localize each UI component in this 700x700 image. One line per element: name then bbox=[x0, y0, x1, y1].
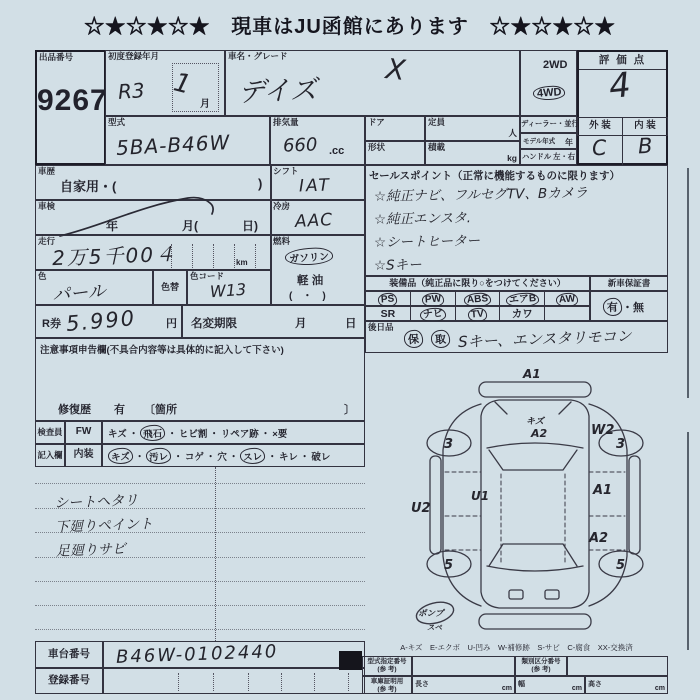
regno-value-cell bbox=[103, 668, 365, 694]
model-code-label: 型式 bbox=[108, 117, 126, 127]
notice-label: 注意事項申告欄(不具合内容等は具体的に記入して下さい) bbox=[40, 345, 284, 356]
diagram-hood-mark: A2 bbox=[531, 427, 548, 440]
load-label: 積載 bbox=[428, 142, 446, 152]
chassis-value-cell bbox=[103, 641, 365, 668]
regno-cell-divider bbox=[178, 673, 179, 691]
color-code-box bbox=[187, 270, 272, 305]
separator: ・ bbox=[228, 451, 239, 463]
load-box bbox=[425, 141, 520, 165]
inspection-label: 車検 bbox=[38, 201, 56, 211]
regno-label-cell bbox=[35, 668, 103, 694]
memo-ruled-line bbox=[35, 629, 365, 630]
color-change-box bbox=[153, 270, 187, 305]
regno-cell-divider bbox=[314, 673, 315, 691]
drive-4wd-circled bbox=[533, 83, 565, 101]
mileage-unit: km bbox=[236, 258, 248, 267]
rear-bumper-shape bbox=[479, 614, 591, 629]
mileage-box bbox=[35, 235, 272, 270]
fuel-paren: ( ・ ) bbox=[289, 291, 326, 302]
inspector-col-label-2 bbox=[35, 444, 65, 467]
height-cell bbox=[585, 676, 668, 694]
chassis-label: 車台番号 bbox=[48, 648, 90, 660]
chassis-value: B46W-0102440 bbox=[115, 641, 279, 668]
fw-head-cell bbox=[65, 421, 102, 444]
equip-row-2 bbox=[365, 306, 590, 321]
fuel-box bbox=[270, 235, 365, 305]
drive-type-box bbox=[520, 50, 577, 116]
hood-line bbox=[487, 443, 583, 448]
left-door-seams bbox=[445, 472, 481, 550]
diagram-w2-mark: W2 bbox=[591, 423, 615, 438]
first-registration-era: R3 bbox=[117, 78, 146, 104]
equip-item bbox=[411, 292, 456, 305]
evaluation-score: 4 bbox=[606, 64, 633, 108]
length-cell bbox=[412, 676, 515, 694]
warranty-no: 無 bbox=[633, 302, 644, 314]
inspector-item: 飛石 bbox=[140, 424, 166, 441]
handle-label: ハンドル 左・右 bbox=[521, 152, 576, 161]
equip-item-label: PW bbox=[421, 292, 444, 308]
inspector-item: コゲ bbox=[184, 451, 204, 463]
separator: ・ bbox=[299, 451, 310, 463]
memo-divider bbox=[215, 467, 216, 641]
damage-legend: A-キズ E-エクボ U-凹み W-補修跡 S-サビ C-腐食 XX-交換済 bbox=[400, 643, 633, 652]
fuel-gasoline: ガソリン bbox=[284, 246, 333, 266]
model-year-label: モデル年式 bbox=[523, 138, 556, 145]
rename-deadline-label: 名変期限 bbox=[191, 318, 237, 330]
regno-cell-divider bbox=[248, 673, 249, 691]
car-name-value: デイズ bbox=[237, 74, 318, 109]
left-side-panel bbox=[443, 404, 481, 606]
length-unit: cm bbox=[501, 685, 512, 692]
displacement-label: 排気量 bbox=[273, 117, 299, 127]
repair-history-value: 有 bbox=[114, 404, 125, 416]
height-unit: cm bbox=[654, 685, 665, 692]
diagram-wheel-rr-value: 5 bbox=[616, 558, 626, 573]
door-label: ドア bbox=[368, 117, 385, 127]
sales-point-line: ☆純正ナビ、フルセグTV、Bカメラ bbox=[373, 185, 588, 205]
lot-number-label: 出品番号 bbox=[39, 52, 74, 62]
shape-box bbox=[365, 141, 425, 165]
equip-item-label: ABS bbox=[463, 292, 491, 308]
dealer-label: ディーラー・並行 bbox=[521, 119, 579, 128]
regno-cell-divider bbox=[213, 673, 214, 691]
diagram-right-rear-mark: A2 bbox=[589, 531, 609, 546]
hatch-detail-right bbox=[545, 590, 559, 599]
car-name-label: 車名・グレード bbox=[228, 51, 288, 61]
later-items-box bbox=[365, 321, 668, 353]
color-label: 色 bbox=[38, 271, 47, 281]
chassis-label-cell bbox=[35, 641, 103, 668]
equip-item-label: カワ bbox=[511, 308, 533, 320]
sales-lines bbox=[374, 184, 588, 276]
capacity-unit: 人 bbox=[508, 128, 517, 138]
first-registration-month: 1 bbox=[170, 67, 194, 101]
sales-points-box bbox=[365, 165, 668, 276]
interior-grade-label: 内 装 bbox=[634, 120, 656, 131]
repair-location-close: 〕 bbox=[344, 404, 355, 416]
front-bumper-shape bbox=[479, 382, 591, 397]
inspector-item: 破レ bbox=[311, 451, 331, 463]
later-circled-item: 保 bbox=[403, 329, 423, 348]
garage-cert-label: 車庫証明用 bbox=[370, 678, 404, 685]
memo-line: 足廻りサビ bbox=[55, 541, 127, 560]
color-change-label: 色替 bbox=[160, 282, 179, 292]
sales-point-line: ☆シートヒーター bbox=[373, 233, 481, 251]
shift-value: IAT bbox=[298, 175, 332, 197]
diagram-left-edge-mark: U2 bbox=[411, 501, 431, 516]
diagram-wheel-fl-value: 3 bbox=[444, 437, 454, 452]
recycle-ticket-box bbox=[35, 305, 182, 338]
color-code-value: W13 bbox=[209, 279, 247, 302]
repair-history-label: 修復歴 bbox=[58, 404, 91, 416]
displacement-value: 660 bbox=[282, 134, 318, 157]
type-designation-ref: (参 考) bbox=[377, 666, 397, 674]
memo-ruled-line bbox=[35, 483, 365, 484]
type-designation-cell bbox=[362, 656, 412, 676]
class-number-label: 類別区分番号 bbox=[521, 658, 561, 665]
evaluation-title: 評 価 点 bbox=[579, 52, 666, 70]
color-value: パール bbox=[51, 280, 107, 307]
repair-location-open: 〔箇所 bbox=[144, 404, 177, 416]
inspection-month: 月( bbox=[182, 219, 198, 233]
header-banner: ☆★☆★☆★ 現車はJU函館にあります ☆★☆★☆★ bbox=[84, 16, 616, 38]
displacement-box bbox=[270, 116, 365, 165]
class-number-value bbox=[567, 656, 668, 676]
shift-box bbox=[270, 165, 365, 200]
rename-day: 日 bbox=[345, 318, 357, 330]
inspection-year: 年 bbox=[106, 219, 119, 233]
capacity-label: 定員 bbox=[428, 117, 446, 127]
equip-item bbox=[545, 307, 589, 320]
equip-item-label: ナビ bbox=[419, 307, 446, 323]
diagram-hood-note: キズ bbox=[526, 417, 544, 427]
diagram-left-door-mark: U1 bbox=[471, 489, 490, 503]
inspector-item: ヒビ割 bbox=[178, 428, 208, 440]
rename-month: 月 bbox=[295, 318, 307, 330]
later-items-content bbox=[404, 326, 632, 352]
equip-item bbox=[500, 307, 545, 320]
width-unit: cm bbox=[571, 685, 582, 692]
regno-cell-divider bbox=[281, 673, 282, 691]
car-diagram bbox=[405, 366, 665, 640]
lot-number-box bbox=[35, 50, 106, 165]
diagram-spare-label: スペ bbox=[427, 623, 442, 632]
windshield-shape bbox=[489, 450, 577, 470]
inspector-item: スレ bbox=[240, 447, 266, 464]
displacement-unit: .cc bbox=[329, 145, 345, 157]
memo-line: 下廻りペイント bbox=[54, 516, 154, 536]
regno-label: 登録番号 bbox=[48, 674, 90, 686]
door-box bbox=[365, 116, 425, 141]
length-label: 長さ bbox=[415, 681, 429, 688]
equip-item-label: PS bbox=[378, 292, 398, 307]
garage-cert-ref: (参 考) bbox=[377, 686, 397, 694]
warranty-label: 新車保証書 bbox=[607, 278, 651, 288]
equip-item bbox=[366, 307, 411, 320]
black-masking-box bbox=[339, 651, 362, 670]
diagram-right-door-mark: A1 bbox=[593, 483, 613, 498]
exterior-grade-value: C bbox=[590, 135, 608, 161]
width-label: 幅 bbox=[518, 681, 525, 688]
color-code-label: 色コード bbox=[190, 271, 225, 281]
dealer-box bbox=[520, 116, 577, 133]
fuel-gasoline-circled bbox=[285, 248, 333, 266]
separator: ・ bbox=[134, 451, 145, 463]
equip-item bbox=[545, 292, 589, 305]
warranty-value-cell bbox=[590, 291, 668, 321]
warranty-header-cell bbox=[590, 276, 668, 291]
color-box bbox=[35, 270, 153, 305]
recycle-ticket-value: 5.990 bbox=[65, 305, 138, 337]
history-value: 自家用・( bbox=[60, 179, 117, 194]
hatch-detail-left bbox=[509, 590, 523, 599]
car-name-box bbox=[225, 50, 520, 116]
garage-cert-cell bbox=[362, 676, 412, 694]
later-circles bbox=[404, 330, 450, 348]
inspector-label: 検査員 bbox=[37, 427, 63, 437]
model-code-box bbox=[105, 116, 270, 165]
diagram-front-bumper-mark: A1 bbox=[523, 367, 541, 381]
inspector-item: キズ bbox=[108, 428, 127, 440]
inspector-item: 穴 bbox=[217, 451, 227, 463]
inspection-strike-mark bbox=[40, 184, 270, 242]
equip-item bbox=[456, 292, 501, 305]
separator: ・ bbox=[128, 428, 139, 440]
mileage-value: 2万5千00４ bbox=[51, 241, 178, 271]
equip-item bbox=[366, 292, 411, 305]
month-unit: 月 bbox=[200, 99, 210, 110]
interior-grade-value: B bbox=[637, 133, 654, 159]
sales-point-line: ☆Sキー bbox=[373, 257, 422, 274]
history-paren: ) bbox=[258, 176, 263, 191]
inspector-item: 汚レ bbox=[146, 447, 172, 464]
fuel-label: 燃料 bbox=[273, 236, 291, 246]
inspection-day: 日) bbox=[242, 219, 258, 233]
equip-item-label: SR bbox=[380, 308, 396, 320]
ac-box bbox=[270, 200, 365, 235]
separator: ・ bbox=[173, 451, 183, 463]
mileage-cell-divider bbox=[255, 244, 256, 268]
inspector-item: リペア跡 bbox=[220, 428, 259, 440]
fw-head-label: FW bbox=[75, 426, 92, 437]
type-designation-value bbox=[412, 656, 515, 676]
equip-item bbox=[500, 292, 545, 305]
separator: ・ bbox=[260, 428, 271, 440]
class-number-cell bbox=[515, 656, 567, 676]
separator: ・ bbox=[267, 451, 277, 463]
mirror-marks bbox=[495, 402, 571, 414]
warranty-separator: ・ bbox=[622, 302, 633, 314]
notice-box bbox=[35, 338, 365, 421]
equip-item bbox=[411, 307, 456, 320]
memo-lines bbox=[54, 488, 154, 563]
rear-window-shape bbox=[489, 544, 577, 566]
diagram-pump-label: ポンプ bbox=[418, 609, 444, 619]
diagram-wheel-fr-value: 3 bbox=[616, 437, 626, 452]
drive-2wd: 2WD bbox=[543, 59, 568, 71]
mileage-cell-divider bbox=[192, 244, 193, 268]
memo-line: シートヘタリ bbox=[53, 492, 139, 512]
sales-point-line: ☆純正エンスタ. bbox=[373, 210, 472, 228]
hatch-line bbox=[487, 566, 583, 571]
later-circled-item: 取 bbox=[430, 329, 450, 348]
inspector-col-label-1 bbox=[35, 421, 65, 444]
fw-items bbox=[102, 421, 365, 444]
separator: ・ bbox=[167, 428, 177, 440]
handle-box bbox=[520, 149, 577, 165]
right-sill-strip bbox=[629, 456, 640, 554]
model-code-value: 5BA-B46W bbox=[115, 130, 231, 160]
left-sill-strip bbox=[430, 456, 441, 554]
equip-row-1 bbox=[365, 291, 590, 306]
mileage-label: 走行 bbox=[38, 236, 56, 246]
diagram-wheel-rl-value: 5 bbox=[444, 558, 454, 573]
first-registration-box bbox=[105, 50, 225, 116]
equip-item-label: エアB bbox=[505, 292, 539, 308]
shift-label: シフト bbox=[273, 166, 299, 176]
equip-item-label: TV bbox=[468, 307, 488, 322]
grade-divider bbox=[622, 136, 623, 165]
equip-item-label: AW bbox=[556, 292, 579, 308]
memo-ruled-line bbox=[35, 581, 365, 582]
class-number-ref: (参 考) bbox=[531, 666, 551, 674]
history-label: 車歴 bbox=[38, 166, 56, 176]
equipment-title: 装備品（純正品に限り○をつけてください） bbox=[389, 278, 566, 288]
shape-label: 形状 bbox=[368, 142, 386, 152]
exterior-grade-header bbox=[577, 117, 623, 136]
inspector-item: キレ bbox=[278, 451, 298, 463]
interior-head-label: 内装 bbox=[73, 449, 94, 460]
inspector-item: ×要 bbox=[272, 428, 288, 440]
exterior-grade-label: 外 装 bbox=[589, 120, 611, 131]
interior-items bbox=[102, 444, 365, 467]
later-items-text: Sキー、エンスタリモコン bbox=[457, 326, 632, 352]
inspector-item: キズ bbox=[108, 447, 134, 464]
scan-edge-line bbox=[687, 432, 689, 650]
yen-unit: 円 bbox=[166, 318, 177, 330]
interior-head-cell bbox=[65, 444, 102, 467]
sales-points-title: セールスポイント（正常に機能するものに限ります） bbox=[369, 170, 621, 182]
separator: ・ bbox=[205, 451, 216, 463]
drive-4wd: 4WD bbox=[533, 85, 566, 101]
height-label: 高さ bbox=[588, 681, 602, 688]
fuel-diesel: 軽 油 bbox=[297, 275, 324, 287]
inspector-entry-label: 記入欄 bbox=[37, 450, 63, 460]
type-designation-label: 型式指定番号 bbox=[367, 658, 407, 665]
separator: ・ bbox=[209, 428, 219, 440]
ac-label: 冷房 bbox=[273, 201, 291, 211]
ac-value: AAC bbox=[294, 210, 334, 232]
first-registration-label: 初度登録年月 bbox=[108, 51, 160, 61]
equip-item bbox=[456, 307, 501, 320]
later-items-label: 後日品 bbox=[368, 322, 394, 332]
model-year-unit: 年 bbox=[565, 138, 573, 147]
capacity-box bbox=[425, 116, 520, 141]
memo-ruled-line bbox=[35, 605, 365, 606]
mileage-cell-divider bbox=[213, 244, 214, 268]
scan-edge-line bbox=[687, 168, 689, 398]
roof-seams bbox=[501, 474, 565, 562]
regno-cell-divider bbox=[348, 673, 349, 691]
load-unit: kg bbox=[507, 153, 517, 163]
rename-deadline-box bbox=[182, 305, 365, 338]
recycle-ticket-label: R券 bbox=[42, 318, 61, 330]
width-cell bbox=[515, 676, 585, 694]
mileage-cell-divider bbox=[234, 244, 235, 268]
model-year-box bbox=[520, 133, 577, 149]
equipment-title-cell bbox=[365, 276, 590, 291]
lot-number-value: 9267 bbox=[37, 84, 108, 118]
warranty-yes: 有 bbox=[602, 297, 622, 316]
car-grade-value: X bbox=[384, 52, 407, 87]
